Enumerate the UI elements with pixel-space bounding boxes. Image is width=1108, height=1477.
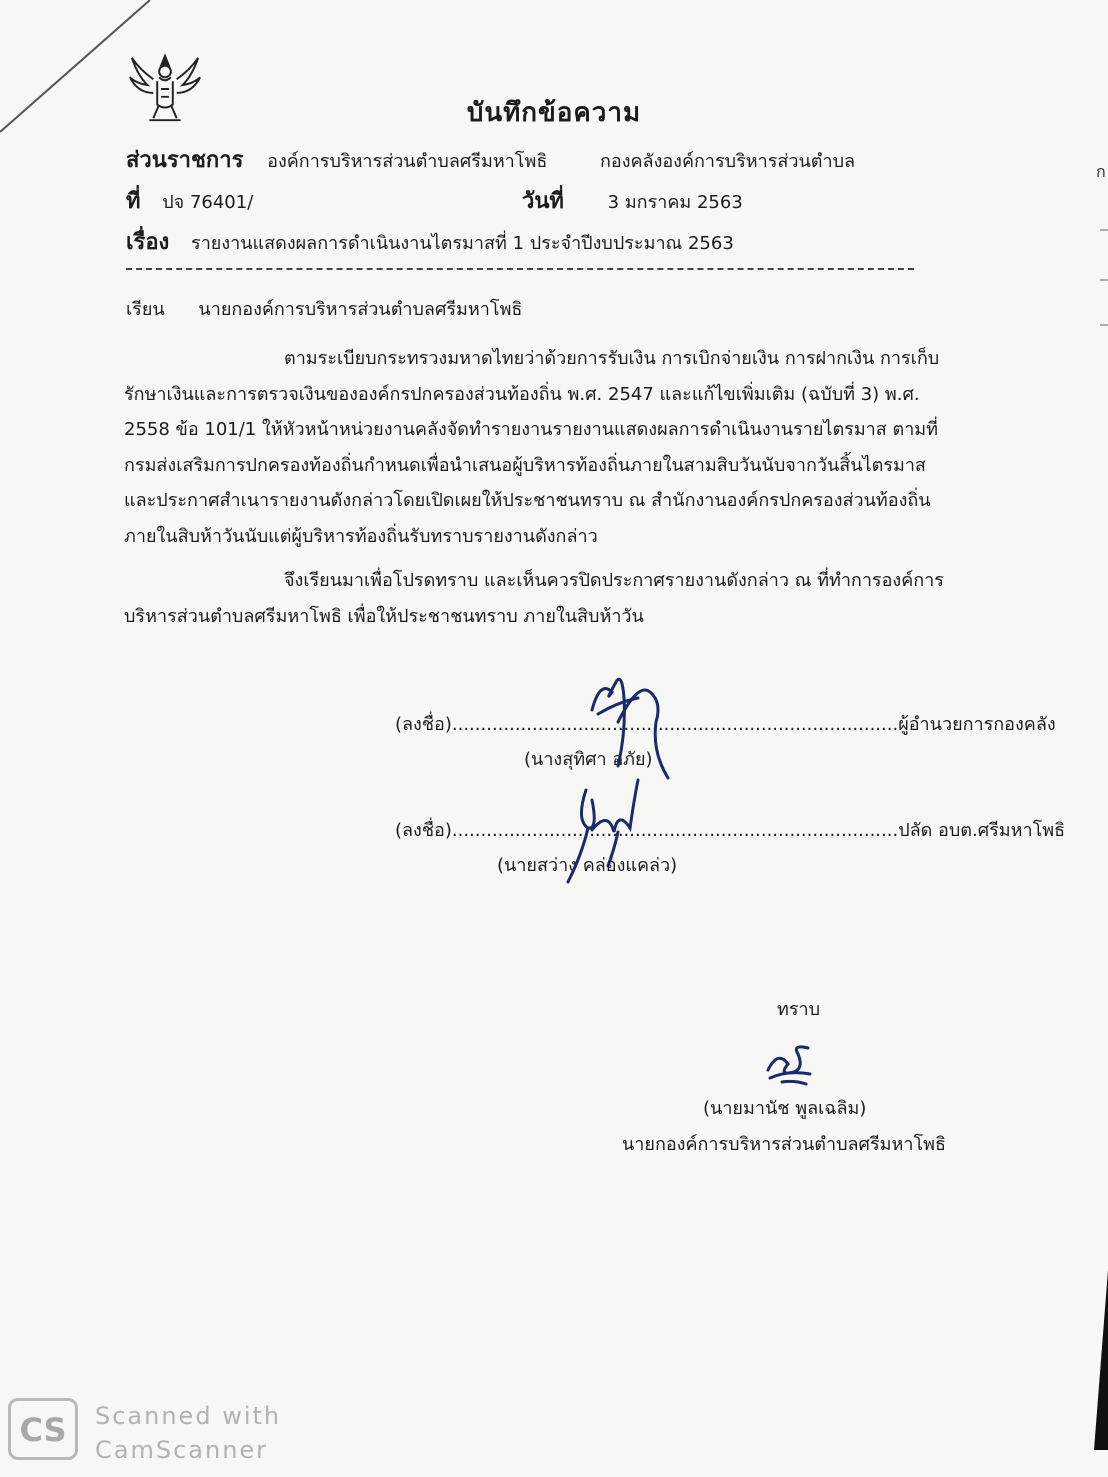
camscanner-logo: CS [8,1398,78,1460]
signer-position: ปลัด อบต.ศรีมหาโพธิ [898,820,1066,841]
signature-line-2 [395,815,1065,844]
signer-name-2: (นายสว่าง คล่องแคล่ว) [497,855,678,876]
memo-title: บันทึกข้อความ [466,98,642,128]
signer-position: ผู้อำนวยการกองคลัง [898,714,1056,735]
handwritten-signature-1 [578,662,698,782]
paragraph-line: และประกาศสำเนารายงานดังกล่าวโดยเปิดเผยให้ประชาชนทราบ ณ สำนักงานองค์กรปกครองส่วนท้องถิ่น [124,490,931,511]
agency-label: ส่วนราชการ [126,148,244,173]
signer-name-1: (นางสุทิศา อภัย) [524,749,653,770]
acknowledger-position: นายกองค์การบริหารส่วนตำบลศรีมหาโพธิ [622,1134,947,1155]
separator-dashed-line [126,268,914,270]
sign-prefix: (ลงชื่อ).............................................................................. [395,820,899,841]
reference-value: ปจ 76401/ [162,192,254,213]
salutation-value: นายกองค์การบริหารส่วนตำบลศรีมหาโพธิ [198,299,523,320]
paragraph-line: ภายในสิบห้าวันนับแต่ผู้บริหารท้องถิ่นรับทราบรายงานดังกล่าว [124,525,598,547]
agency-row [126,142,547,177]
paragraph-line: ตามระเบียบกระทรวงมหาดไทยว่าด้วยการรับเงิน การเบิกจ่ายเงิน การฝากเงิน การเก็บ [284,348,940,369]
watermark-line-1: Scanned with [95,1402,282,1430]
body-paragraph-2 [124,563,1014,634]
paragraph-line: กรมส่งเสริมการปกครองท้องถิ่นกำหนดเพื่อนำเสนอผู้บริหารท้องถิ่นภายในสามสิบวันนับจากวันสิ้นไตรมาส [124,454,926,476]
signature-line-1 [395,709,1056,738]
handwritten-signature-3 [758,1040,818,1090]
scan-edge-mark: ก [1096,162,1106,181]
subject-label: เรื่อง [126,230,170,255]
reference-row [126,183,253,218]
salutation-row [126,294,522,323]
date-label: วันที่ [522,189,564,214]
subject-row [126,224,734,259]
agency-value: องค์การบริหารส่วนตำบลศรีมหาโพธิ [267,151,548,172]
scan-right-edge [1094,150,1108,1450]
date-value: 3 มกราคม 2563 [607,192,743,213]
paragraph-line: 2558 ข้อ 101/1 ให้หัวหน้าหน่วยงานคลังจัดทำรายงานรายงานแสดงผลการดำเนินงานรายไตรมาส ตามที่ [124,419,939,440]
agency-division: กองคลังองค์การบริหารส่วนตำบล [600,151,856,172]
acknowledgement-word: ทราบ [777,999,821,1020]
subject-value: รายงานแสดงผลการดำเนินงานไตรมาสที่ 1 ประจำปีงบประมาณ 2563 [191,233,734,254]
paragraph-line: รักษาเงินและการตรวจเงินขององค์กรปกครองส่วนท้องถิ่น พ.ศ. 2547 และแก้ไขเพิ่มเติม (ฉบับที่ 3) พ.ศ. [124,383,920,405]
paragraph-line: บริหารส่วนตำบลศรีมหาโพธิ เพื่อให้ประชาชนทราบ ภายในสิบห้าวัน [124,605,644,627]
handwritten-signature-2 [558,770,668,890]
reference-label: ที่ [126,189,141,214]
sign-prefix: (ลงชื่อ).............................................................................. [395,714,899,735]
acknowledger-name: (นายมานัช พูลเฉลิม) [703,1098,867,1119]
body-paragraph-1 [124,341,1014,554]
salutation-label: เรียน [126,299,165,320]
paragraph-line: จึงเรียนมาเพื่อโปรดทราบ และเห็นควรปิดประกาศรายงานดังกล่าว ณ ที่ทำการองค์การ [284,570,944,591]
date-row [522,183,743,218]
watermark-line-2: CamScanner [95,1436,269,1464]
